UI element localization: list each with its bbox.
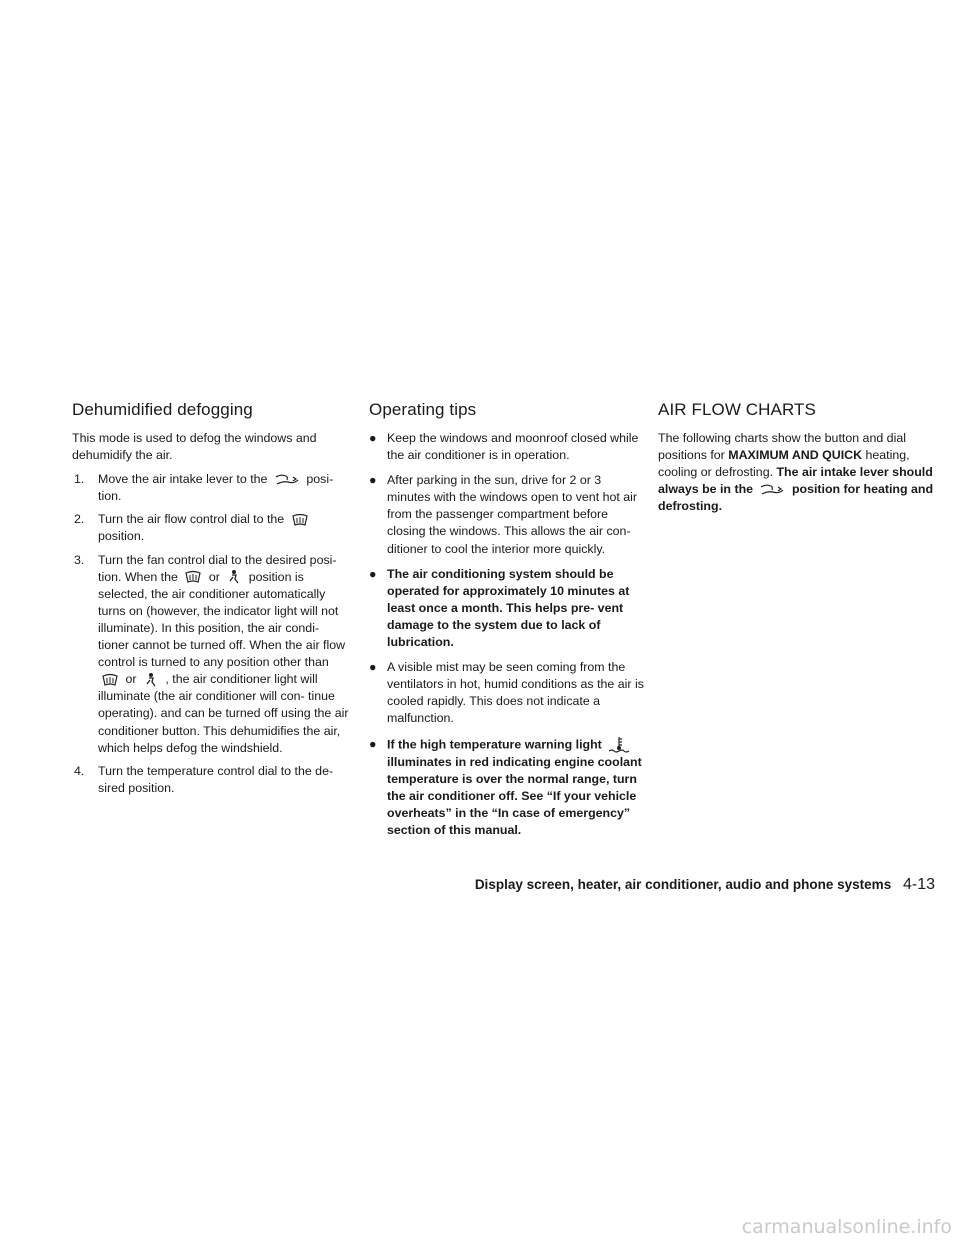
intro-paragraph: This mode is used to defog the windows and dehumidify the air. <box>72 431 317 463</box>
text-run-bold: The air intake lever should always be in the <box>658 465 933 497</box>
step-text-cont: , the air conditioner light will illuminate (the air conditioner will con- tinue operating). and can be turned off using the air conditioner button. This dehumidifies the air, which helps defog the windshield. <box>98 672 349 755</box>
section-heading: Dehumidified defogging <box>72 400 253 419</box>
charts-paragraph <box>658 430 936 515</box>
text-run: The following charts show the button and dial positions for <box>658 431 906 463</box>
section-heading: AIR FLOW CHARTS <box>658 400 816 419</box>
defrost-icon <box>291 513 309 527</box>
steps-list <box>72 471 350 797</box>
step-number: 1. <box>74 472 85 487</box>
page-number: 4-13 <box>902 876 935 893</box>
text-run-bold: position for heating and defrosting. <box>658 482 934 514</box>
step-number: 4. <box>74 763 85 778</box>
defrost-foot-icon <box>143 672 159 688</box>
step-text-cont: position. <box>98 529 145 544</box>
list-item <box>72 763 350 797</box>
bullet-icon: ● <box>369 736 377 751</box>
defrost-icon <box>101 673 119 687</box>
or-text: or <box>125 672 137 687</box>
step-number: 2. <box>74 512 85 527</box>
list-item <box>72 511 350 545</box>
step-text: Turn the air flow control dial to the <box>98 512 285 527</box>
footer-section-title: Display screen, heater, air conditioner, audio and phone systems <box>474 877 892 892</box>
watermark: carmanualsonline.info <box>741 1216 952 1238</box>
step-text: Move the air intake lever to the <box>98 472 268 487</box>
temperature-warning-icon <box>608 736 630 754</box>
tip-text: If the high temperature warning light <box>387 736 602 751</box>
list-item <box>369 659 647 727</box>
list-item <box>369 430 647 464</box>
list-item <box>72 552 350 757</box>
list-item <box>369 472 647 557</box>
step-text-cont: posi- tion. <box>98 472 334 504</box>
list-item <box>72 471 350 505</box>
bullet-icon: ● <box>369 660 377 675</box>
tip-text: Keep the windows and moonroof closed while the air conditioner is in operation. <box>387 431 639 463</box>
tip-text: A visible mist may be seen coming from the ventilators in hot, humid conditions as the air is cooled rapidly. This does not indicate a malfunction. <box>387 660 644 726</box>
outside-air-icon <box>759 483 785 497</box>
step-number: 3. <box>74 552 85 567</box>
or-text: or <box>208 569 220 584</box>
column-operating-tips <box>369 400 647 847</box>
list-item <box>369 736 647 839</box>
bullet-icon: ● <box>369 566 377 581</box>
defrost-foot-icon <box>226 569 242 585</box>
tips-list <box>369 430 647 839</box>
text-run-bold: MAXIMUM AND QUICK <box>728 448 863 463</box>
bullet-icon: ● <box>369 473 377 488</box>
step-text-cont: position is selected, the air conditioner automatically turns on (however, the indicator light will not illuminate). In this position, the air condi- tioner cannot be turned off. When the air flow control is turned to any position other than <box>98 569 346 670</box>
bullet-icon: ● <box>369 431 377 445</box>
list-item <box>369 566 647 651</box>
tip-text: After parking in the sun, drive for 2 or 3 minutes with the windows open to vent hot air from the passenger compartment before closing the windows. This allows the air con- ditioner to cool the interior more quickly. <box>387 473 638 556</box>
column-dehumidified-defogging <box>72 400 350 803</box>
tip-text: The air conditioning system should be operated for approximately 10 minutes at least once a month. This helps pre- vent damage to the system due to lack of lubrication. <box>387 566 630 650</box>
column-air-flow-charts <box>658 400 936 515</box>
page-footer <box>0 876 935 894</box>
tip-text-cont: illuminates in red indicating engine coolant temperature is over the normal range, turn the air conditioner off. See “If your vehicle overheats” in the “In case of emergency” section of this manual. <box>387 754 642 837</box>
outside-air-icon <box>274 473 300 487</box>
defrost-icon <box>184 570 202 584</box>
step-text: Turn the fan control dial to the desired posi- tion. When the <box>98 552 337 584</box>
text-run: heating, cooling or defrosting. <box>658 448 910 480</box>
step-text: Turn the temperature control dial to the de- sired position. <box>98 763 334 795</box>
section-heading: Operating tips <box>369 400 477 419</box>
